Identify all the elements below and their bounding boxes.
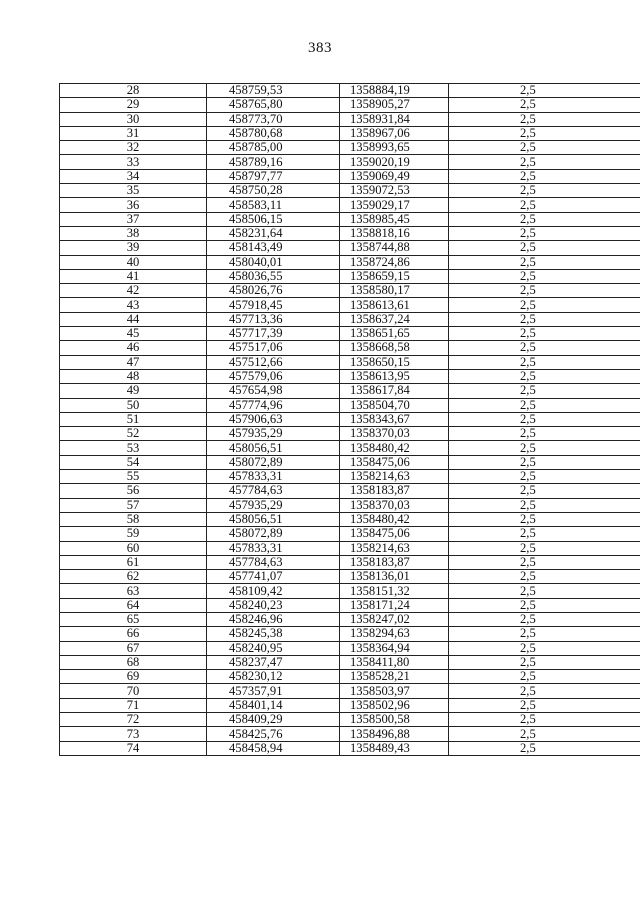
point-number-cell: 59 bbox=[60, 527, 207, 541]
point-number-cell: 45 bbox=[60, 327, 207, 341]
value-cell: 2,5 bbox=[449, 570, 640, 584]
value-cell: 2,5 bbox=[449, 741, 640, 755]
point-number-cell: 43 bbox=[60, 298, 207, 312]
y-coordinate-cell: 1359020,19 bbox=[340, 155, 449, 169]
y-coordinate-cell: 1358475,06 bbox=[340, 527, 449, 541]
y-coordinate-cell: 1358214,63 bbox=[340, 470, 449, 484]
point-number-cell: 44 bbox=[60, 312, 207, 326]
x-coordinate-cell: 458240,95 bbox=[207, 641, 340, 655]
x-coordinate-cell: 458789,16 bbox=[207, 155, 340, 169]
point-number-cell: 39 bbox=[60, 241, 207, 255]
y-coordinate-cell: 1358613,95 bbox=[340, 369, 449, 383]
x-coordinate-cell: 458765,80 bbox=[207, 98, 340, 112]
table-row bbox=[60, 84, 640, 98]
value-cell: 2,5 bbox=[449, 498, 640, 512]
table-row bbox=[60, 627, 640, 641]
x-coordinate-cell: 457357,91 bbox=[207, 684, 340, 698]
y-coordinate-cell: 1358650,15 bbox=[340, 355, 449, 369]
table-row bbox=[60, 727, 640, 741]
table-row bbox=[60, 398, 640, 412]
y-coordinate-cell: 1358993,65 bbox=[340, 141, 449, 155]
point-number-cell: 68 bbox=[60, 655, 207, 669]
table-row bbox=[60, 298, 640, 312]
table-row bbox=[60, 155, 640, 169]
x-coordinate-cell: 457833,31 bbox=[207, 470, 340, 484]
value-cell: 2,5 bbox=[449, 555, 640, 569]
x-coordinate-cell: 458425,76 bbox=[207, 727, 340, 741]
value-cell: 2,5 bbox=[449, 269, 640, 283]
point-number-cell: 64 bbox=[60, 598, 207, 612]
x-coordinate-cell: 457784,63 bbox=[207, 555, 340, 569]
point-number-cell: 49 bbox=[60, 384, 207, 398]
y-coordinate-cell: 1358183,87 bbox=[340, 484, 449, 498]
point-number-cell: 40 bbox=[60, 255, 207, 269]
point-number-cell: 31 bbox=[60, 126, 207, 140]
table-row bbox=[60, 226, 640, 240]
x-coordinate-cell: 458143,49 bbox=[207, 241, 340, 255]
point-number-cell: 58 bbox=[60, 512, 207, 526]
table-row bbox=[60, 255, 640, 269]
value-cell: 2,5 bbox=[449, 641, 640, 655]
point-number-cell: 47 bbox=[60, 355, 207, 369]
y-coordinate-cell: 1358637,24 bbox=[340, 312, 449, 326]
table-row bbox=[60, 655, 640, 669]
value-cell: 2,5 bbox=[449, 527, 640, 541]
table-row bbox=[60, 670, 640, 684]
x-coordinate-cell: 458409,29 bbox=[207, 713, 340, 727]
table-row bbox=[60, 341, 640, 355]
point-number-cell: 38 bbox=[60, 226, 207, 240]
point-number-cell: 54 bbox=[60, 455, 207, 469]
value-cell: 2,5 bbox=[449, 355, 640, 369]
x-coordinate-cell: 457935,29 bbox=[207, 427, 340, 441]
y-coordinate-cell: 1358480,42 bbox=[340, 441, 449, 455]
table-row bbox=[60, 555, 640, 569]
point-number-cell: 50 bbox=[60, 398, 207, 412]
x-coordinate-cell: 458780,68 bbox=[207, 126, 340, 140]
y-coordinate-cell: 1359029,17 bbox=[340, 198, 449, 212]
y-coordinate-cell: 1358171,24 bbox=[340, 598, 449, 612]
table-row bbox=[60, 269, 640, 283]
point-number-cell: 62 bbox=[60, 570, 207, 584]
value-cell: 2,5 bbox=[449, 112, 640, 126]
table-row bbox=[60, 384, 640, 398]
x-coordinate-cell: 458401,14 bbox=[207, 698, 340, 712]
value-cell: 2,5 bbox=[449, 512, 640, 526]
table-row bbox=[60, 641, 640, 655]
value-cell: 2,5 bbox=[449, 455, 640, 469]
y-coordinate-cell: 1358651,65 bbox=[340, 327, 449, 341]
value-cell: 2,5 bbox=[449, 198, 640, 212]
point-number-cell: 36 bbox=[60, 198, 207, 212]
y-coordinate-cell: 1358659,15 bbox=[340, 269, 449, 283]
x-coordinate-cell: 458797,77 bbox=[207, 169, 340, 183]
y-coordinate-cell: 1358744,88 bbox=[340, 241, 449, 255]
value-cell: 2,5 bbox=[449, 598, 640, 612]
x-coordinate-cell: 458750,28 bbox=[207, 184, 340, 198]
point-number-cell: 33 bbox=[60, 155, 207, 169]
y-coordinate-cell: 1358905,27 bbox=[340, 98, 449, 112]
x-coordinate-cell: 458240,23 bbox=[207, 598, 340, 612]
value-cell: 2,5 bbox=[449, 727, 640, 741]
point-number-cell: 56 bbox=[60, 484, 207, 498]
y-coordinate-cell: 1358500,58 bbox=[340, 713, 449, 727]
x-coordinate-cell: 457579,06 bbox=[207, 369, 340, 383]
table-row bbox=[60, 98, 640, 112]
table-row bbox=[60, 412, 640, 426]
y-coordinate-cell: 1358370,03 bbox=[340, 498, 449, 512]
x-coordinate-cell: 458230,12 bbox=[207, 670, 340, 684]
y-coordinate-cell: 1358613,61 bbox=[340, 298, 449, 312]
point-number-cell: 35 bbox=[60, 184, 207, 198]
table-row bbox=[60, 427, 640, 441]
point-number-cell: 70 bbox=[60, 684, 207, 698]
y-coordinate-cell: 1358294,63 bbox=[340, 627, 449, 641]
x-coordinate-cell: 457774,96 bbox=[207, 398, 340, 412]
value-cell: 2,5 bbox=[449, 84, 640, 98]
point-number-cell: 41 bbox=[60, 269, 207, 283]
x-coordinate-cell: 458245,38 bbox=[207, 627, 340, 641]
y-coordinate-cell: 1358496,88 bbox=[340, 727, 449, 741]
y-coordinate-cell: 1358364,94 bbox=[340, 641, 449, 655]
value-cell: 2,5 bbox=[449, 484, 640, 498]
table-body bbox=[60, 84, 640, 756]
table-row bbox=[60, 141, 640, 155]
value-cell: 2,5 bbox=[449, 384, 640, 398]
table-row bbox=[60, 498, 640, 512]
value-cell: 2,5 bbox=[449, 212, 640, 226]
x-coordinate-cell: 458056,51 bbox=[207, 441, 340, 455]
table-row bbox=[60, 713, 640, 727]
value-cell: 2,5 bbox=[449, 284, 640, 298]
table-row bbox=[60, 484, 640, 498]
x-coordinate-cell: 457918,45 bbox=[207, 298, 340, 312]
table-row bbox=[60, 184, 640, 198]
point-number-cell: 63 bbox=[60, 584, 207, 598]
y-coordinate-cell: 1358967,06 bbox=[340, 126, 449, 140]
x-coordinate-cell: 457713,36 bbox=[207, 312, 340, 326]
value-cell: 2,5 bbox=[449, 155, 640, 169]
table-row bbox=[60, 512, 640, 526]
table-row bbox=[60, 741, 640, 755]
y-coordinate-cell: 1358580,17 bbox=[340, 284, 449, 298]
value-cell: 2,5 bbox=[449, 627, 640, 641]
table-row bbox=[60, 455, 640, 469]
point-number-cell: 37 bbox=[60, 212, 207, 226]
y-coordinate-cell: 1358480,42 bbox=[340, 512, 449, 526]
x-coordinate-cell: 457833,31 bbox=[207, 541, 340, 555]
value-cell: 2,5 bbox=[449, 698, 640, 712]
table-row bbox=[60, 598, 640, 612]
y-coordinate-cell: 1358489,43 bbox=[340, 741, 449, 755]
x-coordinate-cell: 458759,53 bbox=[207, 84, 340, 98]
x-coordinate-cell: 458036,55 bbox=[207, 269, 340, 283]
x-coordinate-cell: 458506,15 bbox=[207, 212, 340, 226]
point-number-cell: 72 bbox=[60, 713, 207, 727]
point-number-cell: 55 bbox=[60, 470, 207, 484]
point-number-cell: 30 bbox=[60, 112, 207, 126]
value-cell: 2,5 bbox=[449, 684, 640, 698]
point-number-cell: 28 bbox=[60, 84, 207, 98]
point-number-cell: 60 bbox=[60, 541, 207, 555]
value-cell: 2,5 bbox=[449, 655, 640, 669]
x-coordinate-cell: 458583,11 bbox=[207, 198, 340, 212]
value-cell: 2,5 bbox=[449, 98, 640, 112]
value-cell: 2,5 bbox=[449, 327, 640, 341]
point-number-cell: 73 bbox=[60, 727, 207, 741]
table-row bbox=[60, 541, 640, 555]
value-cell: 2,5 bbox=[449, 584, 640, 598]
y-coordinate-cell: 1359069,49 bbox=[340, 169, 449, 183]
y-coordinate-cell: 1358931,84 bbox=[340, 112, 449, 126]
point-number-cell: 69 bbox=[60, 670, 207, 684]
value-cell: 2,5 bbox=[449, 298, 640, 312]
x-coordinate-cell: 457512,66 bbox=[207, 355, 340, 369]
y-coordinate-cell: 1358668,58 bbox=[340, 341, 449, 355]
x-coordinate-cell: 458231,64 bbox=[207, 226, 340, 240]
x-coordinate-cell: 458072,89 bbox=[207, 527, 340, 541]
y-coordinate-cell: 1358151,32 bbox=[340, 584, 449, 598]
table-row bbox=[60, 284, 640, 298]
table-row bbox=[60, 241, 640, 255]
y-coordinate-cell: 1358818,16 bbox=[340, 226, 449, 240]
value-cell: 2,5 bbox=[449, 184, 640, 198]
value-cell: 2,5 bbox=[449, 341, 640, 355]
y-coordinate-cell: 1358370,03 bbox=[340, 427, 449, 441]
x-coordinate-cell: 458056,51 bbox=[207, 512, 340, 526]
point-number-cell: 67 bbox=[60, 641, 207, 655]
value-cell: 2,5 bbox=[449, 312, 640, 326]
table-row bbox=[60, 327, 640, 341]
table-row bbox=[60, 698, 640, 712]
x-coordinate-cell: 458026,76 bbox=[207, 284, 340, 298]
x-coordinate-cell: 457741,07 bbox=[207, 570, 340, 584]
value-cell: 2,5 bbox=[449, 169, 640, 183]
x-coordinate-cell: 457935,29 bbox=[207, 498, 340, 512]
point-number-cell: 29 bbox=[60, 98, 207, 112]
y-coordinate-cell: 1358343,67 bbox=[340, 412, 449, 426]
point-number-cell: 71 bbox=[60, 698, 207, 712]
table-row bbox=[60, 212, 640, 226]
x-coordinate-cell: 457517,06 bbox=[207, 341, 340, 355]
y-coordinate-cell: 1358503,97 bbox=[340, 684, 449, 698]
value-cell: 2,5 bbox=[449, 369, 640, 383]
y-coordinate-cell: 1358247,02 bbox=[340, 612, 449, 626]
table-row bbox=[60, 355, 640, 369]
value-cell: 2,5 bbox=[449, 126, 640, 140]
value-cell: 2,5 bbox=[449, 612, 640, 626]
table-row bbox=[60, 584, 640, 598]
table-row bbox=[60, 126, 640, 140]
y-coordinate-cell: 1358884,19 bbox=[340, 84, 449, 98]
value-cell: 2,5 bbox=[449, 141, 640, 155]
x-coordinate-cell: 458246,96 bbox=[207, 612, 340, 626]
y-coordinate-cell: 1358475,06 bbox=[340, 455, 449, 469]
y-coordinate-cell: 1358724,86 bbox=[340, 255, 449, 269]
point-number-cell: 53 bbox=[60, 441, 207, 455]
x-coordinate-cell: 457654,98 bbox=[207, 384, 340, 398]
y-coordinate-cell: 1358528,21 bbox=[340, 670, 449, 684]
y-coordinate-cell: 1358502,96 bbox=[340, 698, 449, 712]
value-cell: 2,5 bbox=[449, 226, 640, 240]
x-coordinate-cell: 458040,01 bbox=[207, 255, 340, 269]
table-row bbox=[60, 112, 640, 126]
table-row bbox=[60, 169, 640, 183]
point-number-cell: 52 bbox=[60, 427, 207, 441]
point-number-cell: 42 bbox=[60, 284, 207, 298]
table-row bbox=[60, 570, 640, 584]
point-number-cell: 65 bbox=[60, 612, 207, 626]
x-coordinate-cell: 458458,94 bbox=[207, 741, 340, 755]
point-number-cell: 74 bbox=[60, 741, 207, 755]
coordinates-table bbox=[59, 83, 640, 756]
value-cell: 2,5 bbox=[449, 427, 640, 441]
table-row bbox=[60, 612, 640, 626]
value-cell: 2,5 bbox=[449, 670, 640, 684]
value-cell: 2,5 bbox=[449, 255, 640, 269]
point-number-cell: 66 bbox=[60, 627, 207, 641]
x-coordinate-cell: 458773,70 bbox=[207, 112, 340, 126]
y-coordinate-cell: 1358183,87 bbox=[340, 555, 449, 569]
y-coordinate-cell: 1358214,63 bbox=[340, 541, 449, 555]
value-cell: 2,5 bbox=[449, 713, 640, 727]
point-number-cell: 46 bbox=[60, 341, 207, 355]
table-row bbox=[60, 198, 640, 212]
y-coordinate-cell: 1358136,01 bbox=[340, 570, 449, 584]
point-number-cell: 32 bbox=[60, 141, 207, 155]
table-row bbox=[60, 441, 640, 455]
point-number-cell: 34 bbox=[60, 169, 207, 183]
point-number-cell: 61 bbox=[60, 555, 207, 569]
value-cell: 2,5 bbox=[449, 398, 640, 412]
point-number-cell: 48 bbox=[60, 369, 207, 383]
y-coordinate-cell: 1358617,84 bbox=[340, 384, 449, 398]
table-row bbox=[60, 684, 640, 698]
point-number-cell: 51 bbox=[60, 412, 207, 426]
x-coordinate-cell: 458072,89 bbox=[207, 455, 340, 469]
x-coordinate-cell: 457906,63 bbox=[207, 412, 340, 426]
x-coordinate-cell: 458109,42 bbox=[207, 584, 340, 598]
value-cell: 2,5 bbox=[449, 441, 640, 455]
value-cell: 2,5 bbox=[449, 470, 640, 484]
x-coordinate-cell: 458785,00 bbox=[207, 141, 340, 155]
y-coordinate-cell: 1359072,53 bbox=[340, 184, 449, 198]
x-coordinate-cell: 457717,39 bbox=[207, 327, 340, 341]
table-row bbox=[60, 312, 640, 326]
y-coordinate-cell: 1358411,80 bbox=[340, 655, 449, 669]
y-coordinate-cell: 1358985,45 bbox=[340, 212, 449, 226]
x-coordinate-cell: 458237,47 bbox=[207, 655, 340, 669]
table-row bbox=[60, 470, 640, 484]
point-number-cell: 57 bbox=[60, 498, 207, 512]
page-number: 383 bbox=[308, 40, 332, 56]
x-coordinate-cell: 457784,63 bbox=[207, 484, 340, 498]
table-row bbox=[60, 369, 640, 383]
value-cell: 2,5 bbox=[449, 412, 640, 426]
value-cell: 2,5 bbox=[449, 241, 640, 255]
table-row bbox=[60, 527, 640, 541]
value-cell: 2,5 bbox=[449, 541, 640, 555]
y-coordinate-cell: 1358504,70 bbox=[340, 398, 449, 412]
